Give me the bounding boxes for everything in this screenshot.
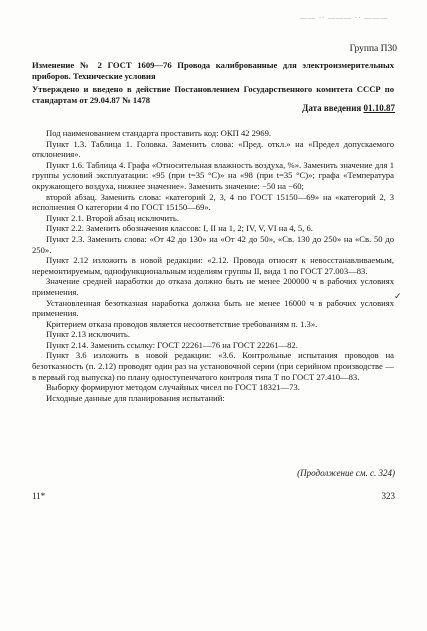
- handwritten-mark: ✓: [394, 291, 402, 301]
- paragraph: Исходные данные для планирования испытаний:: [46, 392, 225, 403]
- page-number: 323: [381, 491, 395, 501]
- paragraph: Пункт 2.12 изложить в новой редакции: «2.12. Провода относят к невосстанавливаемым, неремонтируемым, однофункциональным изделиям группы II, вида 1 по ГОСТ 27.003—83.: [32, 255, 394, 276]
- effective-date: [302, 103, 395, 113]
- effective-date-value: 01.10.87: [363, 103, 395, 113]
- paragraph: Под наименованием стандарта проставить код: ОКП 42 2969.: [46, 128, 272, 138]
- paragraph: Пункт 2.14. Заменить ссылку: ГОСТ 22261—76 на ГОСТ 22261—82.: [46, 339, 298, 350]
- paragraph: Установленная безотказная наработка должна быть не менее 16000 ч в рабочих условиях применения.: [32, 297, 394, 319]
- effective-date-label: Дата введения: [302, 103, 362, 113]
- paragraph: Пункт 2.2. Заменить обозначения классов: I, II на 1, 2; IV, V, VI на 4, 5, 6.: [46, 223, 313, 234]
- paragraph: Пункт 1.6. Таблица 4. Графа «Относительная влажность воздуха, %». Заменить значение для 1 группы условий эксплуатации: «95 (при t=35 °С)» на «98 (при t=35 °С)»; графа «Температура окружающего воздуха, нижнее значение». Заменить значение: −50 на −60;: [32, 159, 394, 191]
- paragraph: Пункт 1.3. Таблица 1. Головка. Заменить слова: «Пред. откл.» на «Предел допускаемого отклонения».: [32, 138, 394, 160]
- paragraph: Пункт 2.1. Второй абзац исключить.: [46, 212, 179, 223]
- paragraph: Пункт 3.6 изложить в новой редакции: «3.6. Контрольные испытания проводов на безотказность (п. 2.12) проводят один раз на установочной серии (при серийном производстве — в первый год выпуска) по плану одноступенчатого контроля типа Т по ГОСТ 27.410—83.: [32, 350, 394, 382]
- body-text: [32, 128, 394, 403]
- header-marks: —— ·· ——— ·· ———: [300, 14, 389, 22]
- paragraph: Критерием отказа проводов является несоответствие требованиям п. 1.3».: [46, 318, 318, 329]
- group-label: Группа П30: [349, 44, 397, 54]
- paragraph: Значение средней наработки до отказа должно быть не менее 200000 ч в рабочих условиях применения.: [32, 276, 394, 297]
- continued-note: (Продолжение см. с. 324): [297, 468, 395, 478]
- paragraph: Выборку формируют методом случайных чисел по ГОСТ 18321—73.: [46, 382, 300, 393]
- amendment-title: Изменение № 2 ГОСТ 1609—76 Провода калиброванные для электроизмерительных приборов. Технические условия: [32, 60, 394, 81]
- paragraph: Пункт 2.3. Заменить слова: «От 42 до 130» на «От 42 до 50», «Св. 130 до 250» на «Св. 50 до 250».: [32, 233, 394, 255]
- approval-line: Утверждено и введено в действие Постановлением Государственного комитета СССР по стандартам от 29.04.87 № 1478: [32, 84, 394, 105]
- signature-mark: 11*: [32, 491, 46, 501]
- paragraph: Пункт 2.13 исключить.: [46, 329, 130, 340]
- paragraph: второй абзац. Заменить слова: «категорий 2, 3, 4 по ГОСТ 15150—69» на «категорий 2, 3 исполнения О категории 4 по ГОСТ 15150—69».: [32, 191, 394, 213]
